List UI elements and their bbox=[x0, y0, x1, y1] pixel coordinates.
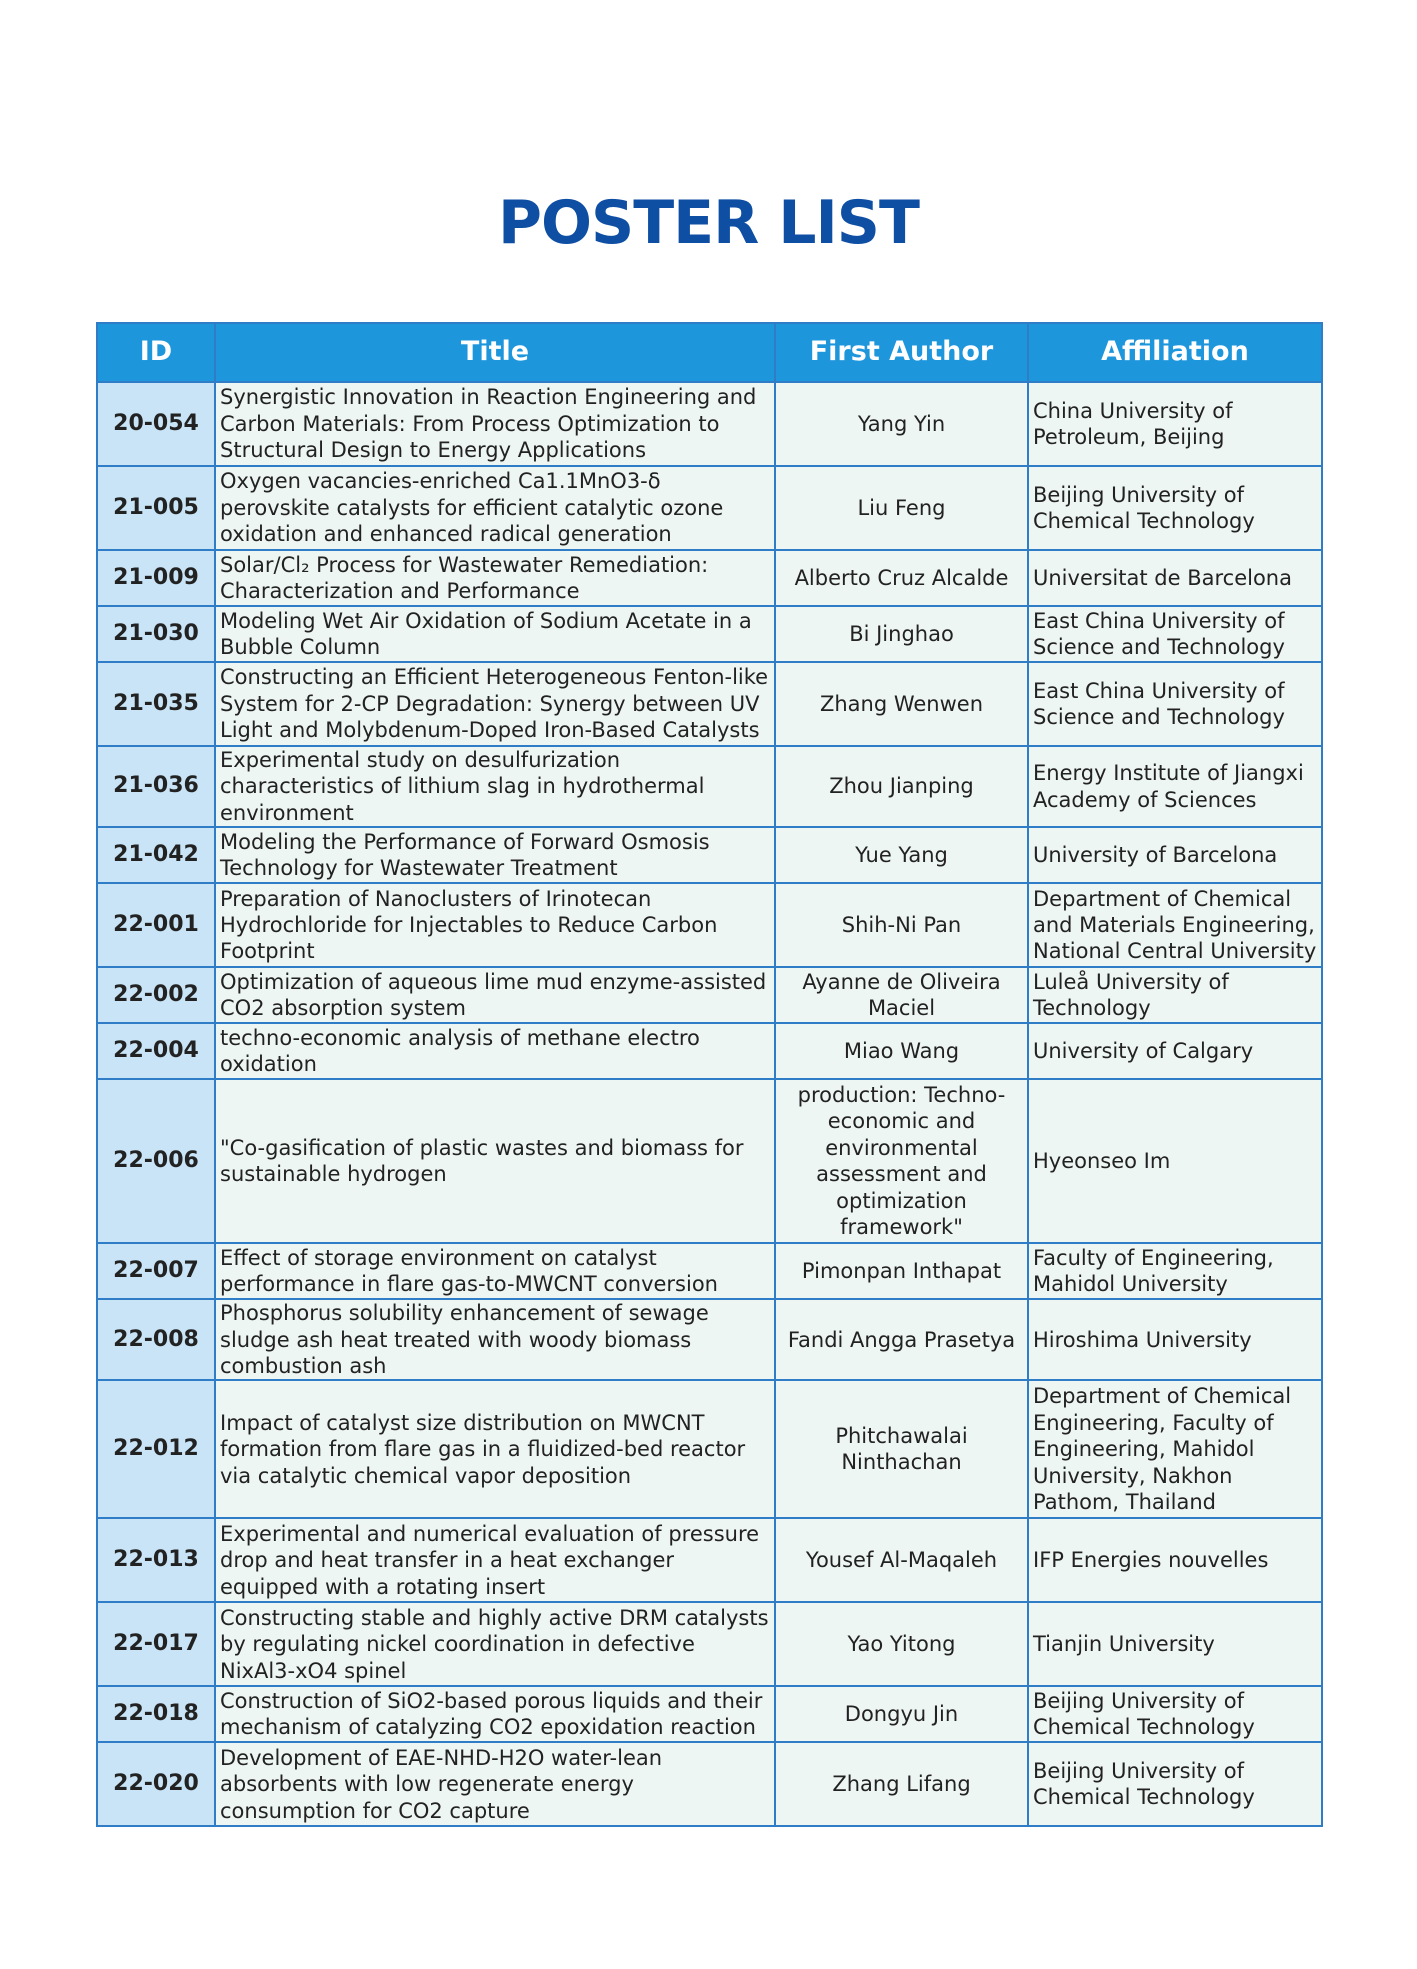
affiliation-cell: University of Calgary bbox=[1028, 1023, 1322, 1079]
poster-title-cell: Constructing an Efficient Heterogeneous Fenton-like System for 2-CP Degradation: Synergy between UV Light and Molybdenum-Doped Iron-Based Catalysts bbox=[215, 662, 775, 746]
affiliation-cell: IFP Energies nouvelles bbox=[1028, 1518, 1322, 1602]
affiliation-cell: East China University of Science and Technology bbox=[1028, 662, 1322, 746]
poster-title-cell: Impact of catalyst size distribution on MWCNT formation from flare gas in a fluidized-bed reactor via catalytic chemical vapor deposition bbox=[215, 1380, 775, 1518]
poster-id-cell: 22-012 bbox=[97, 1380, 215, 1518]
poster-id-cell: 21-009 bbox=[97, 550, 215, 606]
table-header-row bbox=[97, 323, 1322, 382]
table-row bbox=[97, 1299, 1322, 1380]
poster-id-cell: 22-002 bbox=[97, 967, 215, 1023]
first-author-cell: Miao Wang bbox=[775, 1023, 1028, 1079]
table-body bbox=[97, 382, 1322, 1826]
poster-title-cell: "Co-gasification of plastic wastes and biomass for sustainable hydrogen bbox=[215, 1079, 775, 1243]
affiliation-cell: Hyeonseo Im bbox=[1028, 1079, 1322, 1243]
affiliation-cell: Universitat de Barcelona bbox=[1028, 550, 1322, 606]
table-row bbox=[97, 1686, 1322, 1742]
first-author-cell: Ayanne de Oliveira Maciel bbox=[775, 967, 1028, 1023]
affiliation-cell: Faculty of Engineering, Mahidol University bbox=[1028, 1243, 1322, 1299]
table-row bbox=[97, 382, 1322, 466]
poster-id-cell: 22-006 bbox=[97, 1079, 215, 1243]
table-row bbox=[97, 1079, 1322, 1243]
table-row bbox=[97, 883, 1322, 967]
poster-title-cell: Synergistic Innovation in Reaction Engineering and Carbon Materials: From Process Optimization to Structural Design to Energy Applications bbox=[215, 382, 775, 466]
page-title: POSTER LIST bbox=[498, 188, 919, 258]
first-author-cell: Pimonpan Inthapat bbox=[775, 1243, 1028, 1299]
table-row bbox=[97, 550, 1322, 606]
affiliation-cell: Tianjin University bbox=[1028, 1602, 1322, 1686]
table-row bbox=[97, 1518, 1322, 1602]
poster-title-cell: Development of EAE-NHD-H2O water-lean absorbents with low regenerate energy consumption for CO2 capture bbox=[215, 1742, 775, 1826]
poster-title-cell: techno-economic analysis of methane electro oxidation bbox=[215, 1023, 775, 1079]
affiliation-cell: University of Barcelona bbox=[1028, 827, 1322, 883]
first-author-cell: Yao Yitong bbox=[775, 1602, 1028, 1686]
first-author-cell: Fandi Angga Prasetya bbox=[775, 1299, 1028, 1380]
table-row bbox=[97, 1602, 1322, 1686]
poster-title-cell: Effect of storage environment on catalyst performance in flare gas-to-MWCNT conversion bbox=[215, 1243, 775, 1299]
poster-id-cell: 22-008 bbox=[97, 1299, 215, 1380]
poster-id-cell: 22-001 bbox=[97, 883, 215, 967]
poster-title-cell: Optimization of aqueous lime mud enzyme-assisted CO2 absorption system bbox=[215, 967, 775, 1023]
first-author-cell: Zhou Jianping bbox=[775, 746, 1028, 827]
table-row bbox=[97, 967, 1322, 1023]
poster-title-cell: Constructing stable and highly active DRM catalysts by regulating nickel coordination in defective NixAl3-xO4 spinel bbox=[215, 1602, 775, 1686]
affiliation-cell: Department of Chemical Engineering, Faculty of Engineering, Mahidol University, Nakhon Pathom, Thailand bbox=[1028, 1380, 1322, 1518]
table-row bbox=[97, 606, 1322, 662]
table-row bbox=[97, 1243, 1322, 1299]
poster-title-cell: Oxygen vacancies-enriched Ca1.1MnO3-δ perovskite catalysts for efficient catalytic ozone oxidation and enhanced radical generation bbox=[215, 466, 775, 550]
column-header-id: ID bbox=[97, 323, 215, 382]
first-author-cell: Shih-Ni Pan bbox=[775, 883, 1028, 967]
column-header-first-author: First Author bbox=[775, 323, 1028, 382]
table-row bbox=[97, 466, 1322, 550]
first-author-cell: Yue Yang bbox=[775, 827, 1028, 883]
first-author-cell: Bi Jinghao bbox=[775, 606, 1028, 662]
poster-id-cell: 21-005 bbox=[97, 466, 215, 550]
poster-table bbox=[96, 322, 1323, 1827]
poster-id-cell: 21-042 bbox=[97, 827, 215, 883]
poster-title-cell: Experimental study on desulfurization characteristics of lithium slag in hydrothermal environment bbox=[215, 746, 775, 827]
first-author-cell: Yang Yin bbox=[775, 382, 1028, 466]
table-row bbox=[97, 1023, 1322, 1079]
column-header-title: Title bbox=[215, 323, 775, 382]
first-author-cell: Yousef Al-Maqaleh bbox=[775, 1518, 1028, 1602]
poster-id-cell: 21-035 bbox=[97, 662, 215, 746]
affiliation-cell: Beijing University of Chemical Technology bbox=[1028, 1742, 1322, 1826]
poster-id-cell: 22-017 bbox=[97, 1602, 215, 1686]
poster-title-cell: Experimental and numerical evaluation of pressure drop and heat transfer in a heat exchanger equipped with a rotating insert bbox=[215, 1518, 775, 1602]
poster-id-cell: 21-030 bbox=[97, 606, 215, 662]
poster-title-cell: Phosphorus solubility enhancement of sewage sludge ash heat treated with woody biomass combustion ash bbox=[215, 1299, 775, 1380]
poster-id-cell: 22-007 bbox=[97, 1243, 215, 1299]
first-author-cell: Phitchawalai Ninthachan bbox=[775, 1380, 1028, 1518]
column-header-affiliation: Affiliation bbox=[1028, 323, 1322, 382]
first-author-cell: Dongyu Jin bbox=[775, 1686, 1028, 1742]
poster-id-cell: 20-054 bbox=[97, 382, 215, 466]
affiliation-cell: Beijing University of Chemical Technology bbox=[1028, 466, 1322, 550]
poster-title-cell: Solar/Cl₂ Process for Wastewater Remediation: Characterization and Performance bbox=[215, 550, 775, 606]
affiliation-cell: Department of Chemical and Materials Engineering, National Central University bbox=[1028, 883, 1322, 967]
poster-id-cell: 22-018 bbox=[97, 1686, 215, 1742]
first-author-cell: Zhang Wenwen bbox=[775, 662, 1028, 746]
poster-title-cell: Construction of SiO2-based porous liquids and their mechanism of catalyzing CO2 epoxidation reaction bbox=[215, 1686, 775, 1742]
table-row bbox=[97, 662, 1322, 746]
table-row bbox=[97, 827, 1322, 883]
affiliation-cell: Luleå University of Technology bbox=[1028, 967, 1322, 1023]
poster-id-cell: 22-020 bbox=[97, 1742, 215, 1826]
table-row bbox=[97, 1380, 1322, 1518]
poster-id-cell: 22-004 bbox=[97, 1023, 215, 1079]
poster-title-cell: Preparation of Nanoclusters of Irinotecan Hydrochloride for Injectables to Reduce Carbon Footprint bbox=[215, 883, 775, 967]
first-author-cell: Liu Feng bbox=[775, 466, 1028, 550]
poster-id-cell: 22-013 bbox=[97, 1518, 215, 1602]
first-author-cell: Alberto Cruz Alcalde bbox=[775, 550, 1028, 606]
first-author-cell: Zhang Lifang bbox=[775, 1742, 1028, 1826]
affiliation-cell: China University of Petroleum, Beijing bbox=[1028, 382, 1322, 466]
poster-title-cell: Modeling Wet Air Oxidation of Sodium Acetate in a Bubble Column bbox=[215, 606, 775, 662]
poster-id-cell: 21-036 bbox=[97, 746, 215, 827]
poster-title-cell: Modeling the Performance of Forward Osmosis Technology for Wastewater Treatment bbox=[215, 827, 775, 883]
affiliation-cell: Hiroshima University bbox=[1028, 1299, 1322, 1380]
affiliation-cell: Beijing University of Chemical Technology bbox=[1028, 1686, 1322, 1742]
affiliation-cell: Energy Institute of Jiangxi Academy of Sciences bbox=[1028, 746, 1322, 827]
affiliation-cell: East China University of Science and Technology bbox=[1028, 606, 1322, 662]
table-row bbox=[97, 1742, 1322, 1826]
table-row bbox=[97, 746, 1322, 827]
first-author-cell: production: Techno-economic and environmental assessment and optimization framework" bbox=[775, 1079, 1028, 1243]
